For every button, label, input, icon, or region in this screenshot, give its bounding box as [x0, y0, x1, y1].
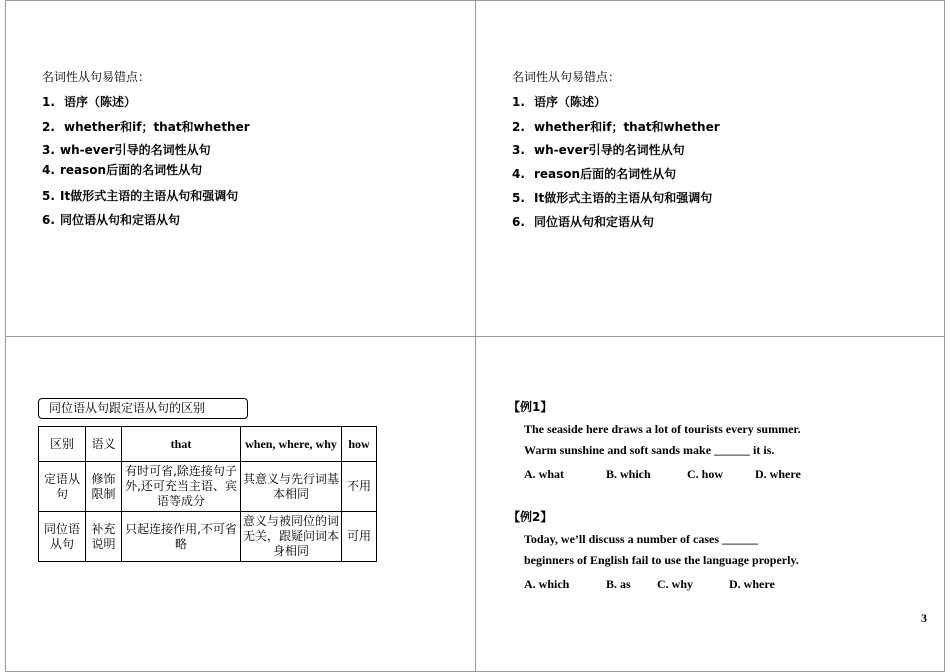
table-row — [39, 462, 377, 512]
table-cell: 其意义与先行词基本相同 — [241, 462, 342, 512]
option-c: C. why — [657, 577, 694, 591]
table-cell: 修饰限制 — [86, 462, 122, 512]
table-cell: 不用 — [342, 462, 377, 512]
slide2-item-6: 6. 同位语从句和定语从句 — [512, 215, 655, 229]
example2-line1: Today, we’ll discuss a number of cases ______ — [524, 532, 759, 546]
slide2-item-2: 2. whether和if；that和whether — [512, 120, 720, 134]
option-d: D. where — [729, 577, 775, 591]
table-cell: 有时可省,除连接句子外,还可充当主语、宾语等成分 — [122, 462, 241, 512]
slide1-item-3: 3. wh-ever引导的名词性从句 — [42, 143, 211, 157]
example1-line1: The seaside here draws a lot of tourists every summer. — [524, 422, 801, 436]
example1-label: 【例1】 — [508, 400, 553, 414]
table-header-row — [39, 427, 377, 462]
page-number: 3 — [921, 611, 927, 625]
slide1-item-2: 2. whether和if；that和whether — [42, 120, 250, 134]
slide1-title: 名词性从句易错点： — [42, 70, 151, 84]
example1-options — [524, 467, 824, 483]
option-b: B. as — [606, 577, 631, 591]
table-cell: 定语从句 — [39, 462, 86, 512]
example1-line2: Warm sunshine and soft sands make ______ it is. — [524, 443, 775, 457]
table-cell: 意义与被同位的词无关，跟疑问词本身相同 — [241, 512, 342, 562]
table-row — [39, 512, 377, 562]
table-cell: 同位语从句 — [39, 512, 86, 562]
comparison-table — [38, 426, 377, 562]
comparison-box-title: 同位语从句跟定语从句的区别 — [38, 398, 248, 419]
slide1-list — [42, 0, 462, 330]
horizontal-divider — [5, 336, 945, 337]
header-cell: when, where, why — [241, 427, 342, 462]
slide2-item-5: 5. It做形式主语的主语从句和强调句 — [512, 191, 713, 205]
header-cell: how — [342, 427, 377, 462]
header-cell: that — [122, 427, 241, 462]
header-cell: 语义 — [86, 427, 122, 462]
header-cell: 区别 — [39, 427, 86, 462]
table-cell: 可用 — [342, 512, 377, 562]
option-b: B. which — [606, 467, 651, 481]
table-cell: 补充说明 — [86, 512, 122, 562]
slide1-item-1: 1. 语序（陈述） — [42, 95, 137, 109]
example2-options — [524, 577, 824, 593]
slide2-item-1: 1. 语序（陈述） — [512, 95, 607, 109]
option-d: D. where — [755, 467, 801, 481]
slide2-item-3: 3. wh-ever引导的名词性从句 — [512, 143, 685, 157]
option-a: A. what — [524, 467, 565, 481]
slide1-item-5: 5. It做形式主语的主语从句和强调句 — [42, 189, 239, 203]
slide2-list — [512, 0, 932, 330]
slide2-item-4: 4. reason后面的名词性从句 — [512, 167, 677, 181]
slide1-item-4: 4. reason后面的名词性从句 — [42, 163, 203, 177]
slide1-item-6: 6. 同位语从句和定语从句 — [42, 213, 181, 227]
example2-line2: beginners of English fail to use the language properly. — [524, 553, 799, 567]
example2-label: 【例2】 — [508, 510, 553, 524]
option-a: A. which — [524, 577, 570, 591]
slide2-title: 名词性从句易错点： — [512, 70, 621, 84]
table-cell: 只起连接作用,不可省略 — [122, 512, 241, 562]
option-c: C. how — [687, 467, 724, 481]
